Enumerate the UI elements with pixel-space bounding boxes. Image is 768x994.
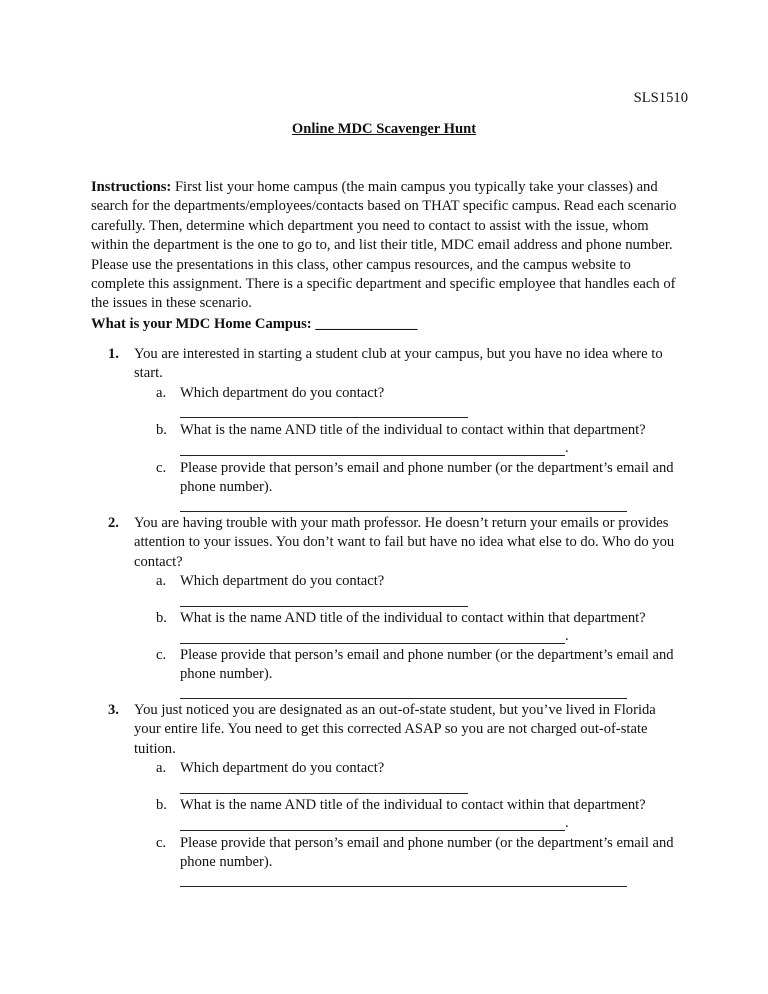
question-2-sub-c: [156, 646, 680, 685]
question-text: You are interested in starting a student club at your campus, but you have no idea where to start.: [134, 346, 663, 382]
question-1-sub-b: [156, 421, 680, 440]
question-1-sub-c: [156, 459, 680, 498]
instructions-paragraph: [91, 178, 685, 314]
sub-letter: c.: [156, 647, 167, 663]
answer-line[interactable]: [180, 417, 468, 418]
question-2-sub-b: [156, 609, 680, 628]
answer-period: .: [565, 815, 569, 831]
sub-text: What is the name AND title of the individual to contact within that department?: [180, 797, 646, 813]
question-number: 2.: [108, 515, 119, 531]
sub-text: Please provide that person’s email and phone number (or the department’s email and phone number).: [180, 647, 674, 683]
sub-letter: b.: [156, 610, 167, 626]
question-3: [108, 701, 682, 759]
answer-line[interactable]: [180, 511, 627, 512]
sub-letter: a.: [156, 385, 167, 401]
sub-text: What is the name AND title of the individual to contact within that department?: [180, 422, 646, 438]
course-code: SLS1510: [633, 90, 688, 106]
answer-line[interactable]: [180, 793, 468, 794]
question-number: 1.: [108, 346, 119, 362]
sub-letter: c.: [156, 460, 167, 476]
sub-text: Which department do you contact?: [180, 385, 385, 401]
sub-letter: b.: [156, 797, 167, 813]
sub-text: Which department do you contact?: [180, 760, 385, 776]
question-2: [108, 514, 682, 572]
answer-line[interactable]: [180, 698, 627, 699]
question-3-sub-a: [156, 759, 680, 778]
sub-letter: c.: [156, 835, 167, 851]
sub-text: Please provide that person’s email and phone number (or the department’s email and phone number).: [180, 460, 674, 496]
question-text: You are having trouble with your math professor. He doesn’t return your emails or provides attention to your issues. You don’t want to fail but have no idea what else to do. Who do you contact?: [134, 515, 675, 570]
answer-line[interactable]: [180, 830, 565, 831]
answer-line[interactable]: [180, 606, 468, 607]
home-campus-prompt: What is your MDC Home Campus: ______________: [91, 316, 418, 332]
sub-text: Please provide that person’s email and phone number (or the department’s email and phone number).: [180, 835, 674, 871]
answer-line[interactable]: [180, 886, 627, 887]
question-3-sub-b: [156, 796, 680, 815]
document-title: Online MDC Scavenger Hunt: [291, 121, 477, 137]
answer-period: .: [565, 628, 569, 644]
question-text: You just noticed you are designated as an out-of-state student, but you’ve lived in Florida your entire life. You need to get this corrected ASAP so you are not charged out-of-state tuition.: [134, 702, 656, 757]
answer-line[interactable]: [180, 643, 565, 644]
sub-letter: b.: [156, 422, 167, 438]
question-2-sub-a: [156, 572, 680, 591]
question-3-sub-c: [156, 834, 680, 873]
instructions-text: First list your home campus (the main campus you typically take your classes) and search for the departments/employees/contacts based on THAT specific campus. Read each scenario carefully. Then, determine which department you need to contact to assist with the issue, whom within the department is the one to go to, and list their title, MDC email address and phone number. Please use the presentations in this class, other campus resources, and the campus website to complete this assignment. There is a specific department and specific employee that handles each of the issues in these scenario.: [91, 179, 677, 312]
sub-text: Which department do you contact?: [180, 573, 385, 589]
answer-period: .: [565, 440, 569, 456]
sub-letter: a.: [156, 573, 167, 589]
question-1: [108, 345, 682, 384]
question-1-sub-a: [156, 384, 680, 403]
sub-letter: a.: [156, 760, 167, 776]
instructions-label: Instructions:: [91, 179, 172, 195]
answer-line[interactable]: [180, 455, 565, 456]
sub-text: What is the name AND title of the individual to contact within that department?: [180, 610, 646, 626]
question-number: 3.: [108, 702, 119, 718]
